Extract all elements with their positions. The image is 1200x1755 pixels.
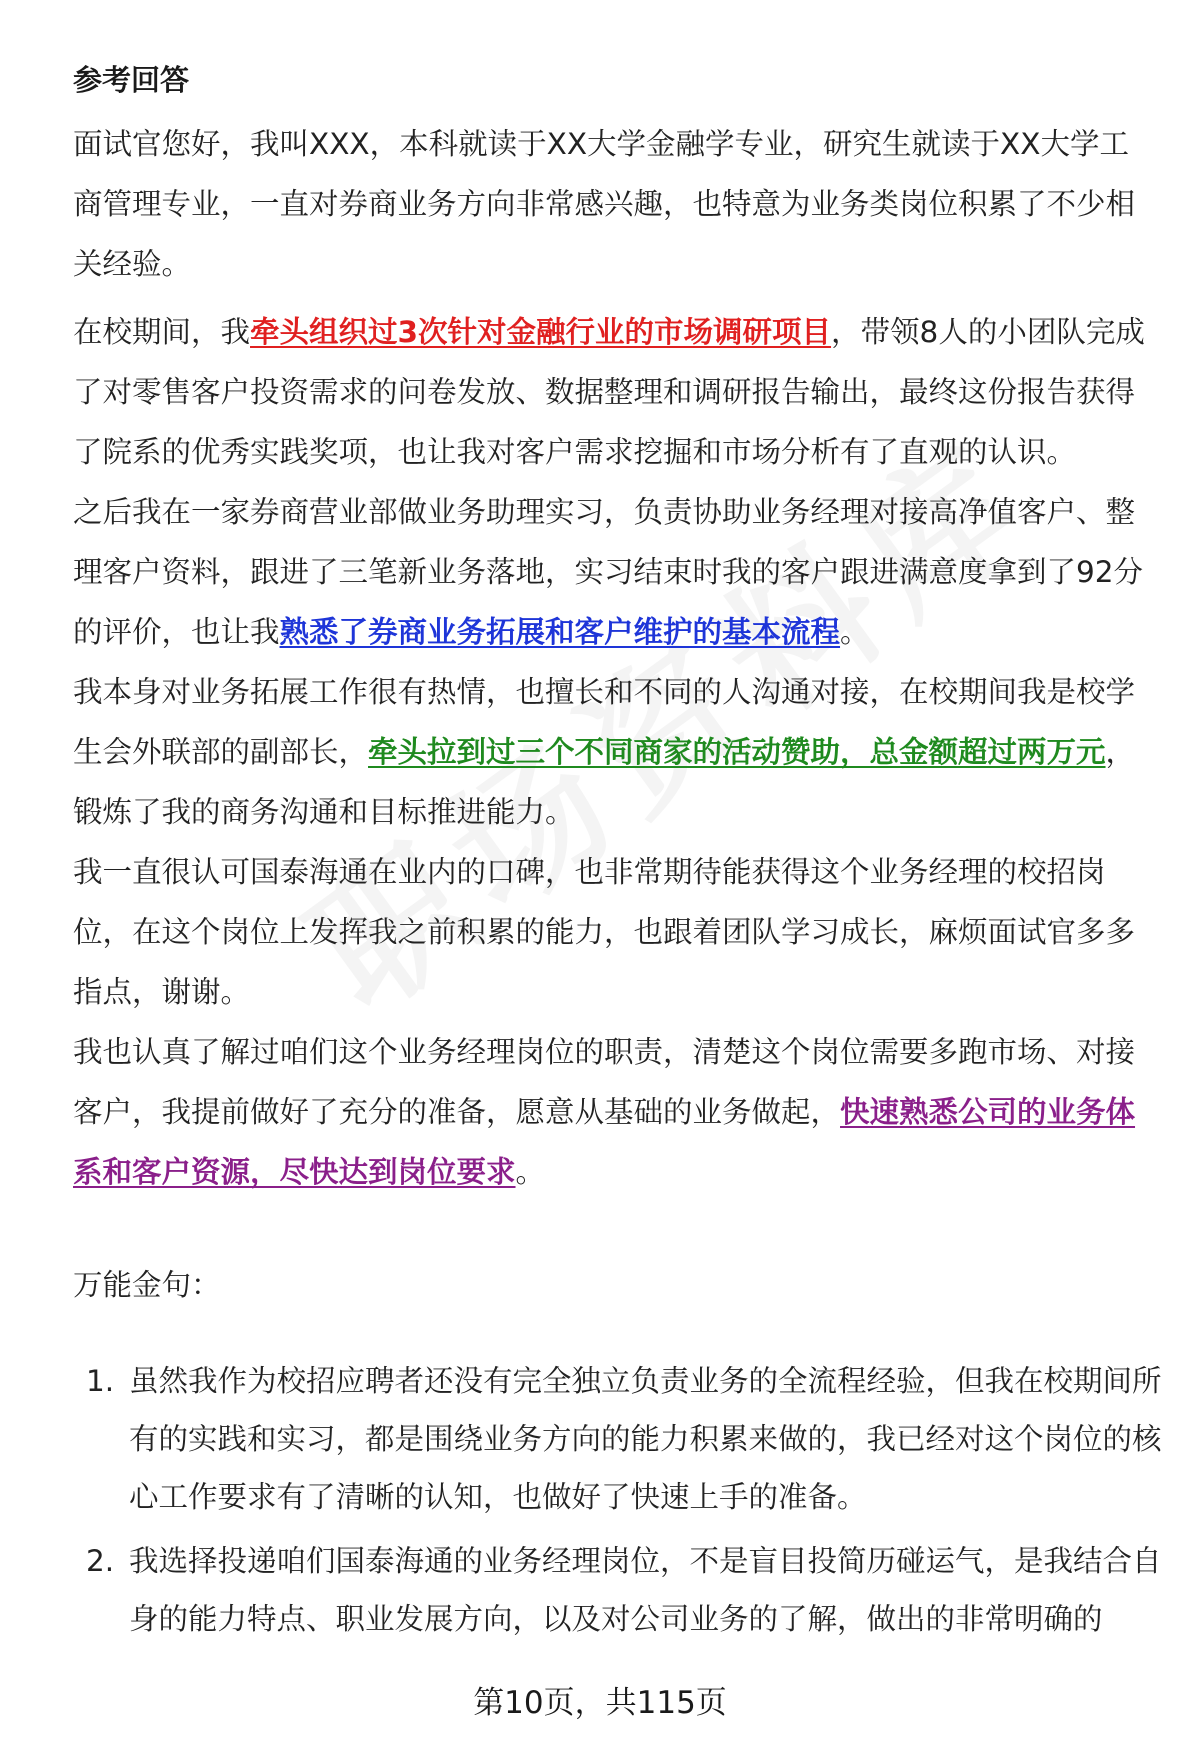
paragraph-text: 。: [840, 615, 870, 649]
paragraph-company: [73, 842, 1153, 1022]
paragraph-student-union: [73, 662, 1153, 842]
page-number: 第10页，共115页: [473, 1685, 727, 1721]
list-item: [73, 1352, 1163, 1526]
paragraph-text: 在校期间，我: [73, 315, 251, 349]
paragraph-text: 我一直很认可国泰海通在业内的口碑，也非常期待能获得这个业务经理的校招岗位，在这个岗位上发挥我之前积累的能力，也跟着团队学习成长，麻烦面试官多多指点，谢谢。: [73, 855, 1136, 1009]
list-item-text: 虽然我作为校招应聘者还没有完全独立负责业务的全流程经验，但我在校期间所有的实践和实习，都是围绕业务方向的能力积累来做的，我已经对这个岗位的核心工作要求有了清晰的认知，也做好了快速上手的准备。: [129, 1364, 1162, 1514]
paragraph-text: 。: [515, 1155, 546, 1189]
paragraph-preparation: [73, 1022, 1153, 1202]
intro-paragraph: [73, 114, 1153, 294]
paragraph-research: [73, 302, 1153, 482]
paragraph-internship: [73, 482, 1153, 662]
paragraph-text: 之后我在一家券商营业部做业务助理实习，负责协助业务经理对接高净值客户、整理客户资料，跟进了三笔新业务落地，实习结束时我的客户跟进满意度拿到了92分的评价，也让我: [73, 495, 1144, 649]
highlight-sponsorship: 牵头拉到过三个不同商家的活动赞助，总金额超过两万元: [368, 735, 1106, 769]
paragraph-text: ，带领8人的小团队完成了对零售客户投资需求的问卷发放、数据整理和调研报告输出，最终这份报告获得了院系的优秀实践奖项，也让我对客户需求挖掘和市场分析有了直观的认识。: [73, 315, 1145, 469]
intro-text: 面试官您好，我叫XXX，本科就读于XX大学金融学专业，研究生就读于XX大学工商管理专业，一直对券商业务方向非常感兴趣，也特意为业务类岗位积累了不少相关经验。: [73, 127, 1136, 281]
list-item: [73, 1532, 1163, 1648]
golden-sentences-list: [73, 1352, 1163, 1654]
highlight-research-project: 牵头组织过3次针对金融行业的市场调研项目: [250, 315, 832, 349]
highlight-business-process: 熟悉了券商业务拓展和客户维护的基本流程: [279, 615, 841, 649]
golden-sentences-label: 万能金句：: [73, 1268, 221, 1302]
paragraph-text: 我本身对业务拓展工作很有热情，也擅长和不同的人沟通对接，在校期间我是校学生会外联部的副部长，: [73, 675, 1136, 769]
answer-body: [73, 302, 1153, 1202]
list-item-text: 我选择投递咱们国泰海通的业务经理岗位，不是盲目投简历碰运气，是我结合自身的能力特点、职业发展方向，以及对公司业务的了解，做出的非常明确的: [129, 1544, 1162, 1636]
paragraph-text: 我也认真了解过咱们这个业务经理岗位的职责，清楚这个岗位需要多跑市场、对接客户，我提前做好了充分的准备，愿意从基础的业务做起，: [73, 1035, 1136, 1129]
section-heading: 参考回答: [73, 63, 190, 97]
list-number: 2.: [86, 1544, 115, 1578]
paragraph-text: ，锻炼了我的商务沟通和目标推进能力。: [73, 735, 1136, 829]
list-number: 1.: [86, 1364, 115, 1398]
highlight-fast-ramp-up: 快速熟悉公司的业务体系和客户资源，尽快达到岗位要求: [73, 1095, 1136, 1189]
